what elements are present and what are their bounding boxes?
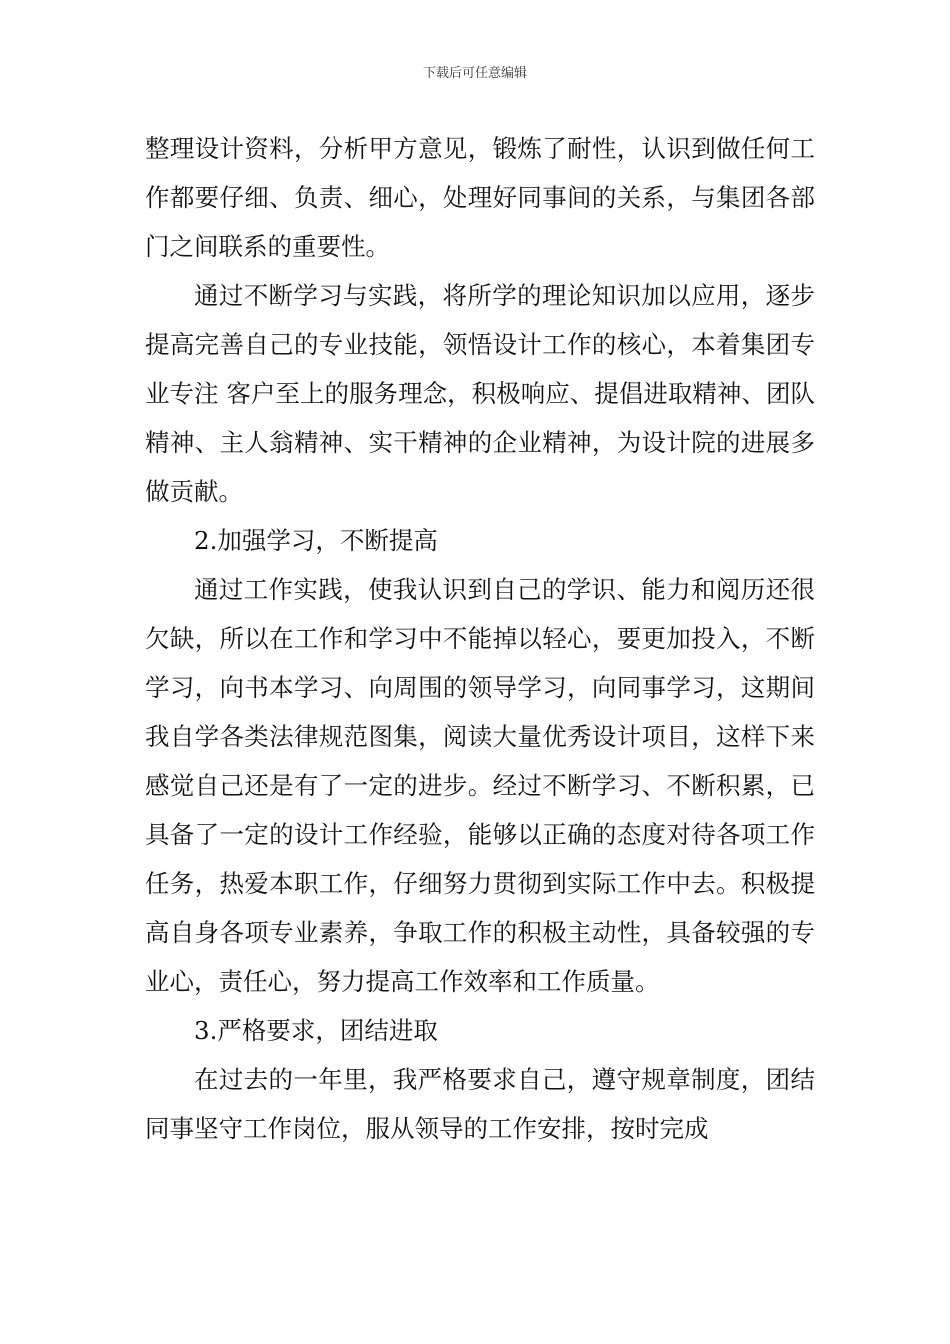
paragraph: 通过工作实践，使我认识到自己的学识、能力和阅历还很欠缺，所以在工作和学习中不能掉以轻心，要更加投入，不断学习，向书本学习、向周围的领导学习，向同事学习，这期间我自学各类法律规范图集，阅读大量优秀设计项目，这样下来感觉自己还是有了一定的进步。经过不断学习、不断积累，已具备了一定的设计工作经验，能够以正确的态度对待各项工作任务，热爱本职工作，仔细努力贯彻到实际工作中去。积极提高自身各项专业素养，争取工作的积极主动性，具备较强的专业心，责任心，努力提高工作效率和工作质量。 [145, 575, 815, 996]
section-heading: 2.加强学习，不断提高 [194, 526, 438, 555]
paragraph: 在过去的一年里，我严格要求自己，遵守规章制度，团结同事坚守工作岗位，服从领导的工作安排，按时完成 [145, 1065, 815, 1143]
paragraph: 整理设计资料，分析甲方意见，锻炼了耐性，认识到做任何工作都要仔细、负责、细心，处理好同事间的关系，与集团各部门之间联系的重要性。 [145, 134, 815, 261]
section-heading: 3.严格要求，团结进取 [194, 1016, 438, 1045]
document-body [145, 124, 815, 1153]
paragraph: 通过不断学习与实践，将所学的理论知识加以应用，逐步提高完善自己的专业技能，领悟设计工作的核心，本着集团专业专注 客户至上的服务理念，积极响应、提倡进取精神、团队精神、主人翁精神、实干精神的企业精神，为设计院的进展多做贡献。 [145, 281, 815, 506]
page-header: 下载后可任意编辑 [422, 66, 527, 81]
